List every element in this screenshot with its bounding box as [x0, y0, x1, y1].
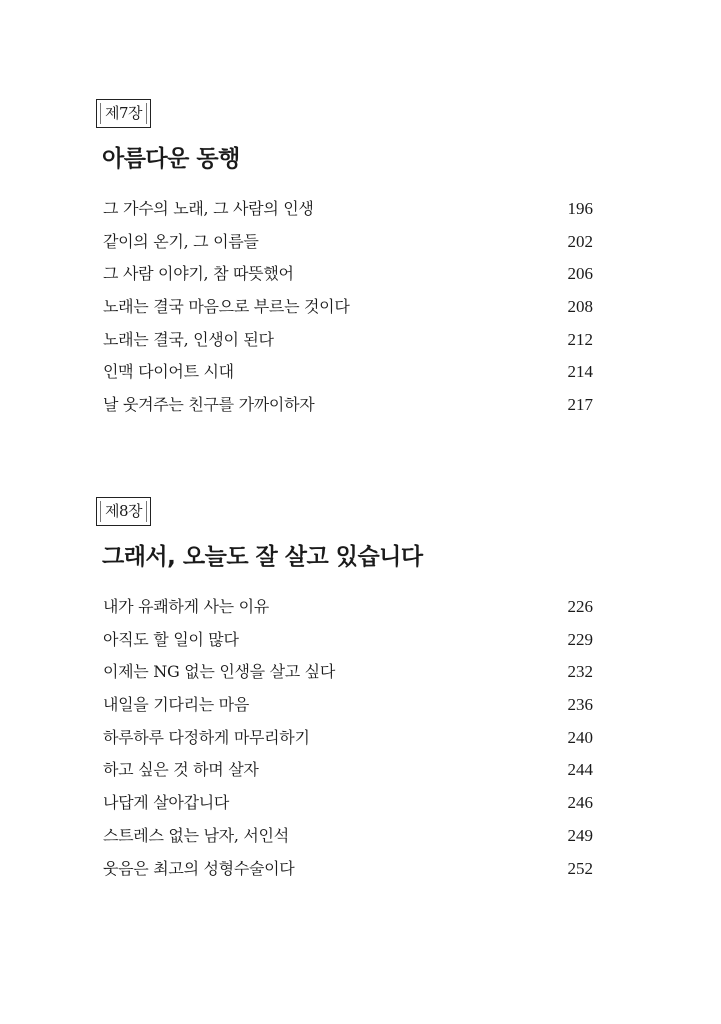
- toc-entry[interactable]: [96, 196, 596, 229]
- toc-entry-page: 206: [567, 264, 593, 284]
- toc-entry-title: 인맥 다이어트 시대: [103, 362, 234, 382]
- toc-entry-page: 236: [567, 695, 593, 715]
- toc-entry[interactable]: [96, 294, 596, 327]
- toc-entry-page: 240: [567, 727, 593, 747]
- toc-entry-page: 196: [567, 199, 593, 218]
- toc-entry-page: 202: [567, 231, 593, 251]
- toc-entry[interactable]: [96, 359, 596, 392]
- toc-entry-title: 스트레스 없는 남자, 서인석: [103, 825, 289, 845]
- toc-entry[interactable]: [96, 757, 596, 790]
- toc-entry-title: 내일을 기다리는 마음: [103, 695, 249, 715]
- toc-entry-page: 214: [567, 362, 593, 382]
- toc-list: [96, 196, 596, 425]
- chapter-label-badge: [96, 99, 151, 128]
- toc-entry-page: 226: [567, 597, 593, 616]
- toc-entry-page: 252: [567, 858, 593, 878]
- toc-entry-title: 그 가수의 노래, 그 사람의 인생: [103, 199, 314, 218]
- chapter-label-badge: [96, 497, 151, 526]
- toc-entry-page: 208: [567, 297, 593, 317]
- toc-entry-page: 232: [567, 662, 593, 682]
- toc-entry-title: 같이의 온기, 그 이름들: [103, 231, 259, 251]
- toc-entry[interactable]: [96, 823, 596, 856]
- toc-entry-page: 229: [567, 629, 593, 649]
- toc-entry-title: 하루하루 다정하게 마무리하기: [103, 727, 310, 747]
- chapter-8: [96, 497, 596, 888]
- toc-entry-title: 그 사람 이야기, 참 따뜻했어: [103, 264, 294, 284]
- toc-entry-title: 나답게 살아갑니다: [103, 793, 230, 813]
- chapter-label: 제8장: [105, 502, 143, 520]
- toc-entry-title: 노래는 결국, 인생이 된다: [103, 329, 274, 349]
- toc-entry[interactable]: [96, 659, 596, 692]
- toc-entry[interactable]: [96, 725, 596, 758]
- chapter-label: 제7장: [105, 104, 143, 122]
- chapter-7: [96, 99, 596, 425]
- toc-entry[interactable]: [96, 856, 596, 889]
- toc-entry[interactable]: [96, 790, 596, 823]
- toc-entry[interactable]: [96, 261, 596, 294]
- toc-entry-title: 내가 유쾌하게 사는 이유: [103, 597, 269, 616]
- toc-entry[interactable]: [96, 229, 596, 262]
- toc-entry-page: 212: [567, 329, 593, 349]
- toc-entry[interactable]: [96, 327, 596, 360]
- chapter-title: 아름다운 동행: [102, 146, 240, 172]
- chapter-title: 그래서, 오늘도 잘 살고 있습니다: [102, 544, 423, 570]
- toc-entry-page: 249: [567, 825, 593, 845]
- toc-entry[interactable]: [96, 392, 596, 425]
- toc-entry[interactable]: [96, 692, 596, 725]
- toc-entry[interactable]: [96, 594, 596, 627]
- toc-entry-title: 노래는 결국 마음으로 부르는 것이다: [103, 297, 350, 317]
- toc-entry-page: 246: [567, 793, 593, 813]
- toc-list: [96, 594, 596, 888]
- toc-entry-title: 아직도 할 일이 많다: [103, 629, 239, 649]
- toc-entry-title: 이제는 NG 없는 인생을 살고 싶다: [103, 662, 335, 682]
- toc-entry-page: 244: [567, 760, 593, 780]
- toc-entry-page: 217: [567, 395, 593, 415]
- toc-entry-title: 날 웃겨주는 친구를 가까이하자: [103, 395, 315, 415]
- toc-entry[interactable]: [96, 627, 596, 660]
- toc-entry-title: 웃음은 최고의 성형수술이다: [103, 858, 295, 878]
- toc-entry-title: 하고 싶은 것 하며 살자: [103, 760, 259, 780]
